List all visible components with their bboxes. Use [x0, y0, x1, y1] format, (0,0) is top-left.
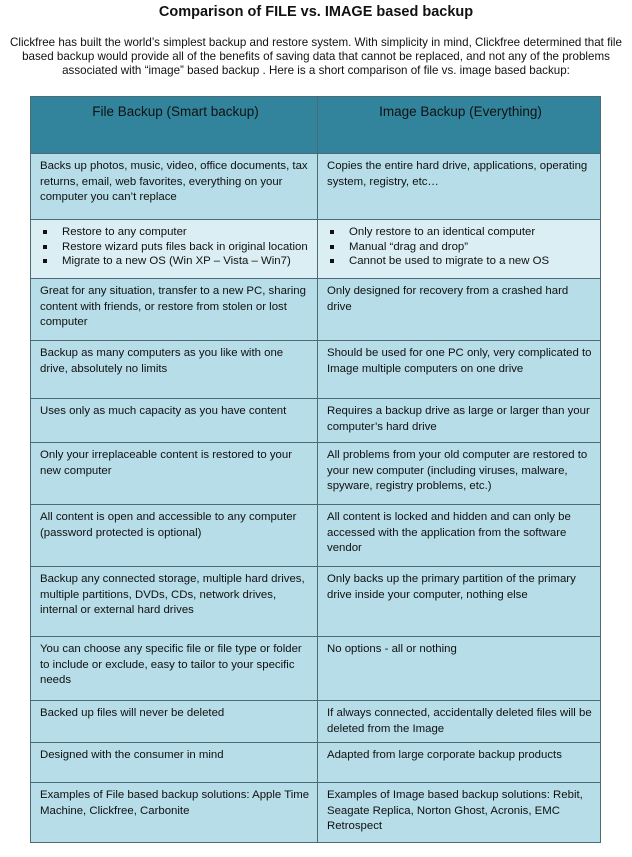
table-row [31, 783, 601, 843]
image-cell: If always connected, accidentally deleted files will be deleted from the Image [318, 701, 601, 743]
file-cell: Backs up photos, music, video, office documents, tax returns, email, web favorites, everything on your computer you can’t replace [31, 154, 318, 220]
file-cell: All content is open and accessible to any computer (password protected is optional) [31, 505, 318, 567]
table-row [31, 701, 601, 743]
table-row [31, 443, 601, 505]
list-item: Restore wizard puts files back in original location [40, 240, 311, 255]
file-cell: Uses only as much capacity as you have content [31, 399, 318, 443]
header-image-backup: Image Backup (Everything) [318, 97, 601, 154]
image-cell: No options - all or nothing [318, 637, 601, 701]
intro-paragraph: Clickfree has built the world’s simplest backup and restore system. With simplicity in mind, Clickfree determined that file based backup would provide all of the benefits of saving data that cannot be replaced, and not any of the problems associated with “image” based backup . Here is a short comparison of file vs. image based backup: [10, 36, 622, 77]
table-row [31, 154, 601, 220]
image-cell: Requires a backup drive as large or larger than your computer’s hard drive [318, 399, 601, 443]
table-header-row [31, 97, 601, 154]
list-item: Manual “drag and drop” [327, 240, 594, 255]
file-cell: Examples of File based backup solutions: Apple Time Machine, Clickfree, Carbonite [31, 783, 318, 843]
table-row [31, 743, 601, 783]
list-item: Migrate to a new OS (Win XP – Vista – Win7) [40, 254, 311, 269]
image-cell: Only designed for recovery from a crashed hard drive [318, 279, 601, 341]
image-bullet-list [327, 225, 594, 269]
list-item: Cannot be used to migrate to a new OS [327, 254, 594, 269]
file-cell: Backup as many computers as you like with one drive, absolutely no limits [31, 341, 318, 399]
image-cell: All problems from your old computer are restored to your new computer (including viruses, malware, spyware, registry problems, etc.) [318, 443, 601, 505]
file-cell [31, 220, 318, 279]
file-cell: Only your irreplaceable content is restored to your new computer [31, 443, 318, 505]
image-cell: Copies the entire hard drive, applications, operating system, registry, etc… [318, 154, 601, 220]
file-cell: Designed with the consumer in mind [31, 743, 318, 783]
table-row [31, 399, 601, 443]
comparison-table [30, 96, 601, 843]
bullet-icon [330, 259, 334, 263]
image-cell: Only backs up the primary partition of the primary drive inside your computer, nothing else [318, 567, 601, 637]
table-row [31, 637, 601, 701]
file-cell: You can choose any specific file or file type or folder to include or exclude, easy to tailor to your specific needs [31, 637, 318, 701]
table-row [31, 341, 601, 399]
table-row [31, 279, 601, 341]
header-file-backup: File Backup (Smart backup) [31, 97, 318, 154]
table-row [31, 220, 601, 279]
document-title: Comparison of FILE vs. IMAGE based backup [158, 4, 474, 20]
table-row [31, 567, 601, 637]
bullet-icon [43, 245, 47, 249]
image-cell: Adapted from large corporate backup products [318, 743, 601, 783]
list-item: Restore to any computer [40, 225, 311, 240]
bullet-icon [330, 245, 334, 249]
file-cell: Great for any situation, transfer to a new PC, sharing content with friends, or restore from stolen or lost computer [31, 279, 318, 341]
file-cell: Backup any connected storage, multiple hard drives, multiple partitions, DVDs, CDs, network drives, internal or external hard drives [31, 567, 318, 637]
image-cell: All content is locked and hidden and can only be accessed with the application from the software vendor [318, 505, 601, 567]
bullet-icon [330, 230, 334, 234]
file-cell: Backed up files will never be deleted [31, 701, 318, 743]
image-cell: Examples of Image based backup solutions: Rebit, Seagate Replica, Norton Ghost, Acronis, EMC Retrospect [318, 783, 601, 843]
list-item: Only restore to an identical computer [327, 225, 594, 240]
table-row [31, 505, 601, 567]
file-bullet-list [40, 225, 311, 269]
image-cell [318, 220, 601, 279]
image-cell: Should be used for one PC only, very complicated to Image multiple computers on one drive [318, 341, 601, 399]
bullet-icon [43, 259, 47, 263]
bullet-icon [43, 230, 47, 234]
